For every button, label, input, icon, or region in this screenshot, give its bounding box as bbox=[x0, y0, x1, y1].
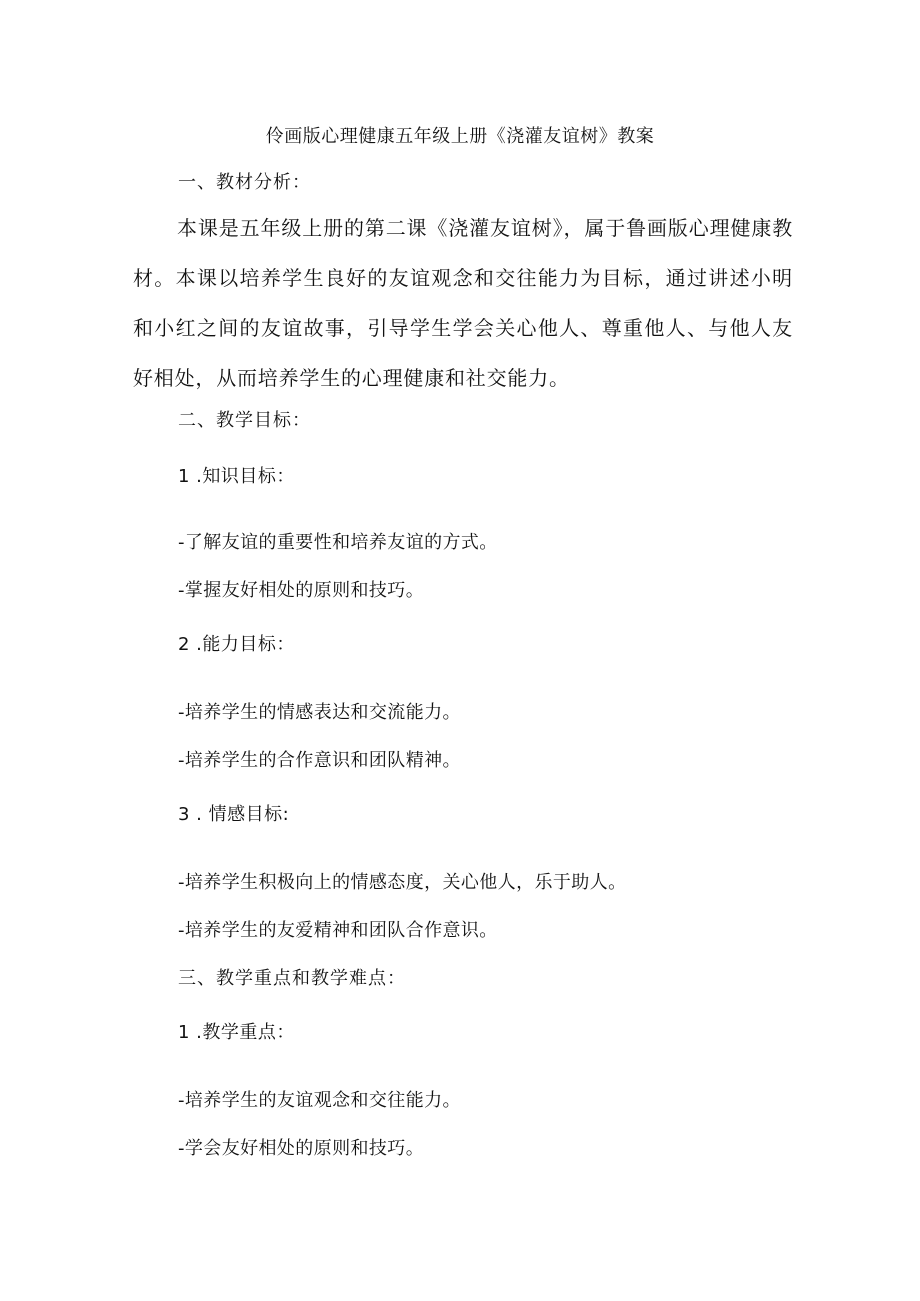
list-item: -学会友好相处的原则和技巧。 bbox=[178, 1138, 425, 1159]
list-item: -培养学生积极向上的情感态度，关心他人，乐于助人。 bbox=[178, 872, 627, 893]
list-item: -掌握友好相处的原则和技巧。 bbox=[178, 580, 425, 601]
list-item: -培养学生的友谊观念和交往能力。 bbox=[178, 1090, 461, 1111]
goal-ability-label: 2 .能力目标： bbox=[178, 634, 295, 655]
section-heading-goals: 二、教学目标： bbox=[178, 410, 311, 431]
list-item: -了解友谊的重要性和培养友谊的方式。 bbox=[178, 532, 498, 553]
goal-knowledge-label: 1 .知识目标： bbox=[178, 466, 295, 487]
list-item: -培养学生的合作意识和团队精神。 bbox=[178, 750, 461, 771]
section-heading-materials: 一、教材分析： bbox=[178, 172, 311, 193]
key-point-label: 1 .教学重点： bbox=[178, 1022, 295, 1043]
section-heading-key-points: 三、教学重点和教学难点： bbox=[178, 968, 406, 989]
materials-paragraph: 本课是五年级上册的第二课《浇灌友谊树》，属于鲁画版心理健康教材。本课以培养学生良好的友谊观念和交往能力为目标，通过讲述小明和小红之间的友谊故事，引导学生学会关心他人、尊重他人、与他人友好相处，从而培养学生的心理健康和社交能力。 bbox=[133, 216, 793, 390]
list-item: -培养学生的情感表达和交流能力。 bbox=[178, 702, 461, 723]
goal-emotion-label: 3 . 情感目标: bbox=[178, 804, 290, 825]
list-item: -培养学生的友爱精神和团队合作意识。 bbox=[178, 920, 498, 941]
document-title: 伶画版心理健康五年级上册《浇灌友谊树》教案 bbox=[265, 126, 655, 147]
